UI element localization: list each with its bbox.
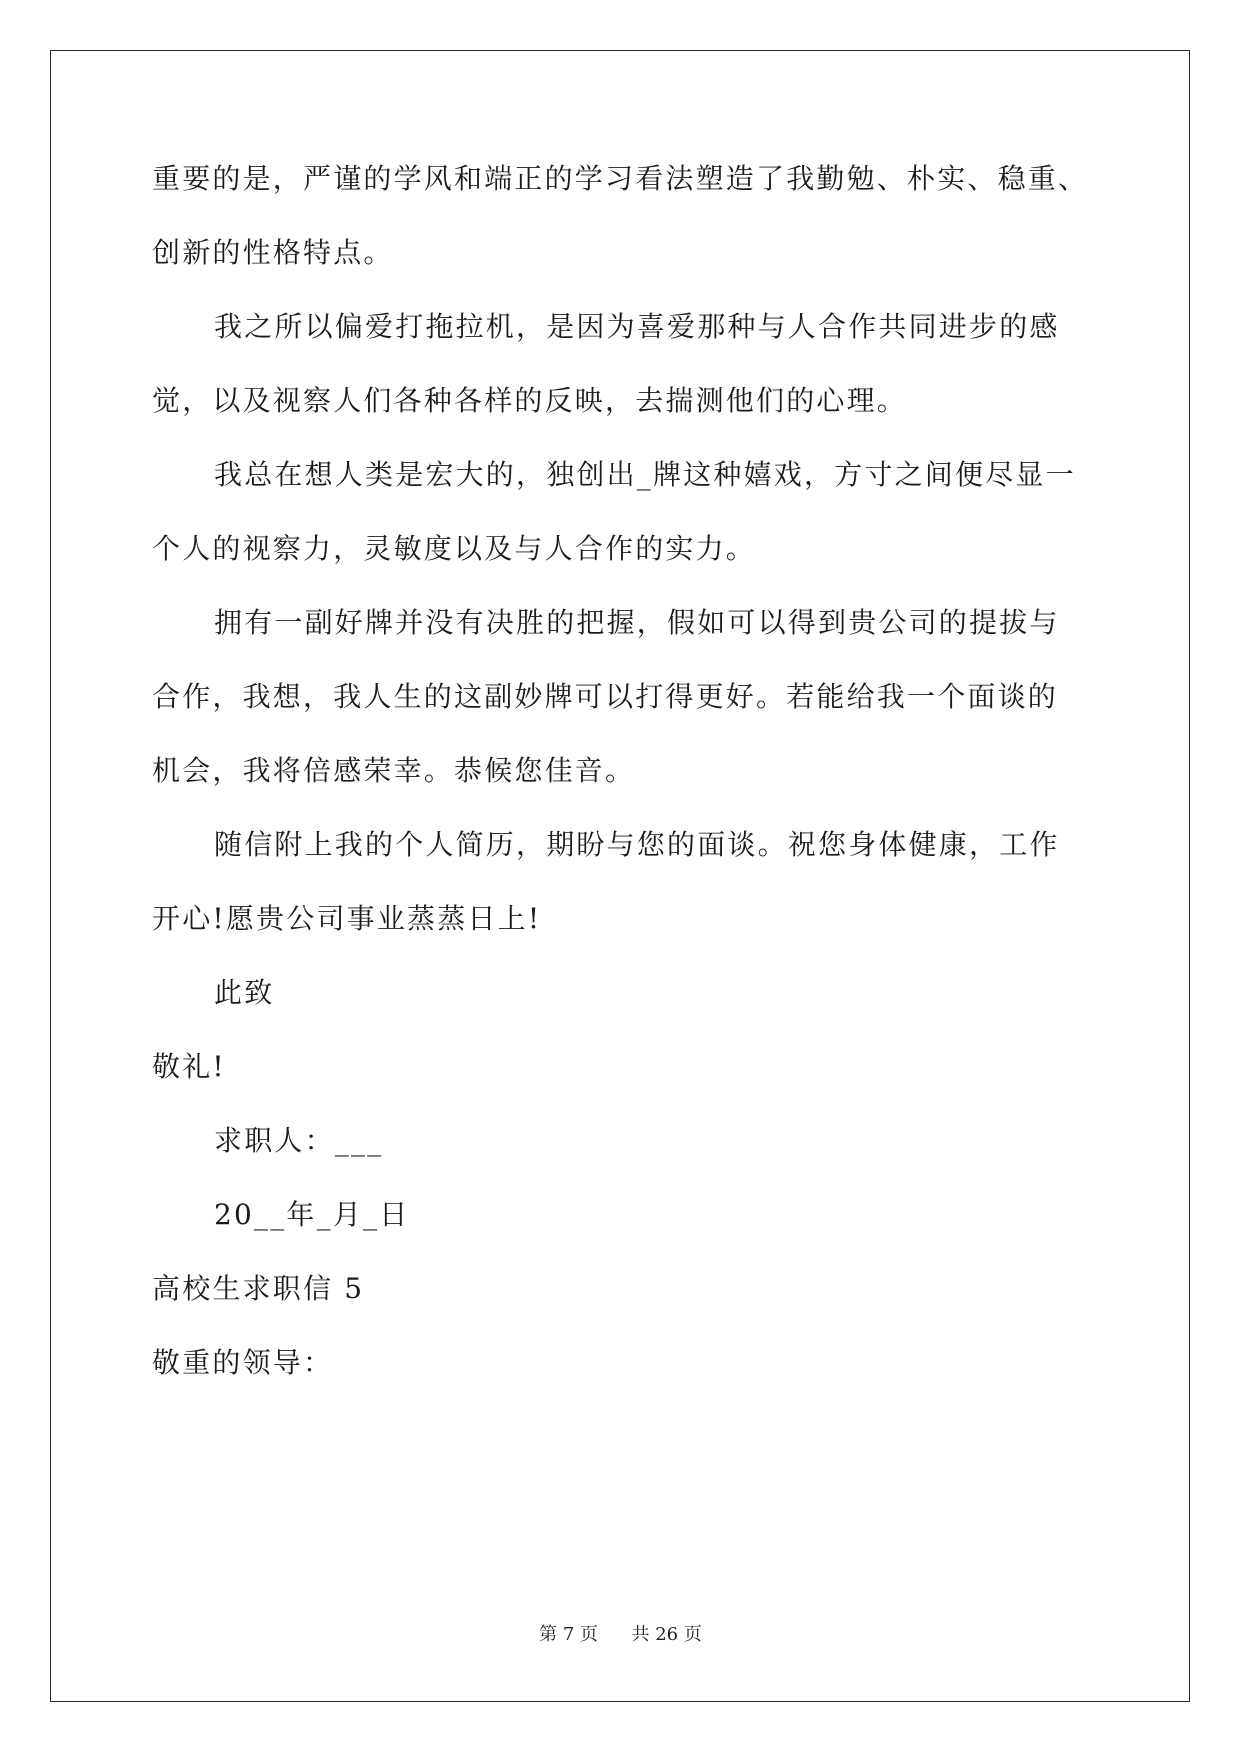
- text-line: 个人的视察力，灵敏度以及与人合作的实力。: [152, 532, 757, 565]
- page-border: [50, 50, 1190, 1702]
- page-number: 第 7 页: [539, 1624, 599, 1645]
- text-line: 机会，我将倍感荣幸。恭候您佳音。: [152, 754, 636, 787]
- signature-line: 求职人：___: [214, 1124, 384, 1157]
- date-line: 20__年_月_日: [214, 1198, 410, 1231]
- text-line: 合作，我想，我人生的这副妙牌可以打得更好。若能给我一个面谈的: [152, 680, 1059, 713]
- closing-line: 此致: [214, 976, 275, 1009]
- text-line: 创新的性格特点。: [152, 236, 394, 269]
- text-line: 开心!愿贵公司事业蒸蒸日上!: [152, 902, 542, 935]
- page-total: 共 26 页: [631, 1624, 702, 1645]
- paragraph-line: 拥有一副好牌并没有决胜的把握，假如可以得到贵公司的提拔与: [214, 606, 1060, 639]
- text-line: 觉，以及视察人们各种各样的反映，去揣测他们的心理。: [152, 384, 908, 417]
- text-line: 重要的是，严谨的学风和端正的学习看法塑造了我勤勉、朴实、稳重、: [152, 162, 1089, 195]
- paragraph-line: 我之所以偏爱打拖拉机，是因为喜爱那种与人合作共同进步的感: [214, 310, 1060, 343]
- section-title: 高校生求职信 5: [152, 1272, 365, 1305]
- salutation-line: 敬礼!: [152, 1050, 226, 1083]
- greeting-line: 敬重的领导：: [152, 1346, 334, 1379]
- paragraph-line: 我总在想人类是宏大的，独创出_牌这种嬉戏，方寸之间便尽显一: [214, 458, 1076, 491]
- paragraph-line: 随信附上我的个人简历，期盼与您的面谈。祝您身体健康，工作: [214, 828, 1060, 861]
- page-footer: [0, 1620, 1241, 1646]
